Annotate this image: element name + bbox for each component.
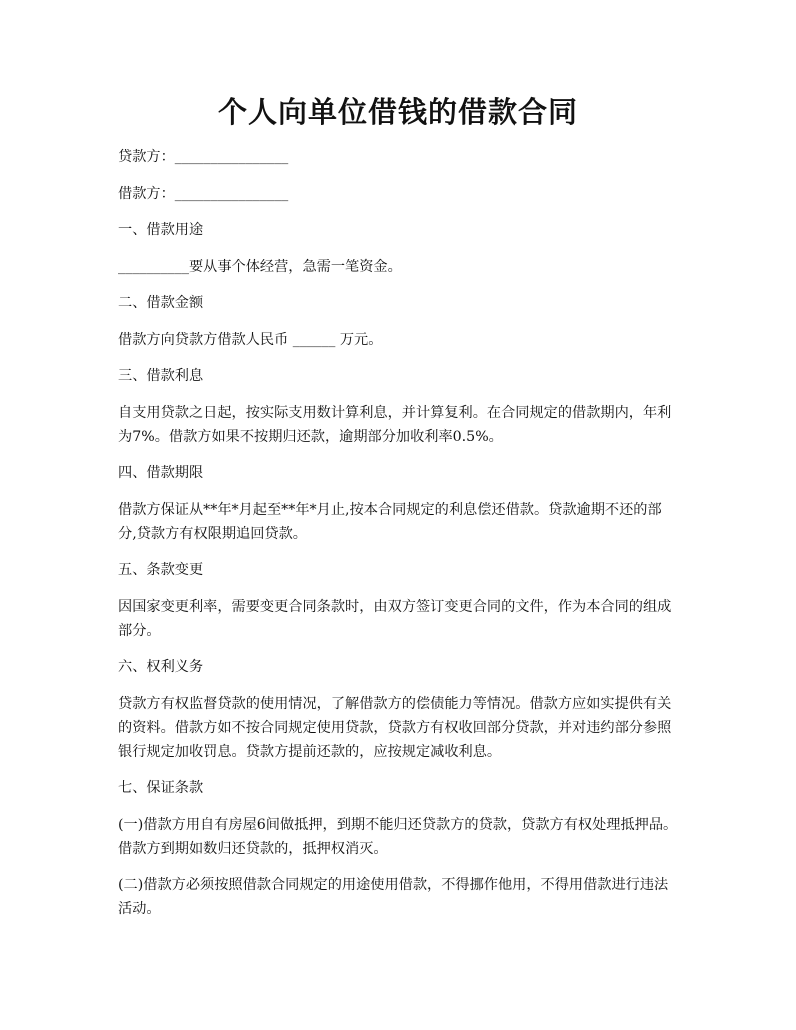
section-7-item-2: (二)借款方必须按照借款合同规定的用途使用借款，不得挪作他用，不得用借款进行违法活动。 [118, 877, 669, 917]
section-4-heading: 四、借款期限 [118, 465, 204, 481]
section-1-heading: 一、借款用途 [118, 222, 204, 238]
section-1-body: __________要从事个体经营，急需一笔资金。 [118, 258, 402, 275]
section-6-heading: 六、权利义务 [118, 659, 204, 675]
section-3-heading: 三、借款利息 [118, 368, 204, 384]
section-3-body: 自支用贷款之日起，按实际支用数计算利息，并计算复利。在合同规定的借款期内，年利为7%。借款方如果不按期归还款，逾期部分加收利率0.5%。 [118, 404, 672, 445]
section-4-body: 借款方保证从**年*月起至**年*月止,按本合同规定的利息偿还借款。贷款逾期不还的部分,贷款方有权限期追回贷款。 [118, 501, 662, 542]
section-6-body: 贷款方有权监督贷款的使用情况，了解借款方的偿债能力等情况。借款方应如实提供有关的资料。借款方如不按合同规定使用贷款，贷款方有权收回部分贷款，并对违约部分参照银行规定加收罚息。贷款方提前还款的，应按规定减收利息。 [118, 695, 672, 760]
section-5-body: 因国家变更利率，需要变更合同条款时，由双方签订变更合同的文件，作为本合同的组成部分。 [118, 598, 672, 639]
section-7-heading: 七、保证条款 [118, 780, 204, 796]
section-7-item-1: (一)借款方用自有房屋6间做抵押，到期不能归还贷款方的贷款，贷款方有权处理抵押品。借款方到期如数归还贷款的，抵押权消灭。 [118, 816, 678, 857]
section-2-heading: 二、借款金额 [118, 295, 204, 311]
borrower-line: 借款方：________________ [118, 185, 289, 202]
section-5-heading: 五、条款变更 [118, 562, 204, 578]
lender-line: 贷款方：________________ [118, 149, 289, 165]
document-title: 个人向单位借钱的借款合同 [217, 95, 578, 129]
section-2-body: 借款方向贷款方借款人民币 ______ 万元。 [118, 331, 383, 348]
document-body [118, 145, 680, 934]
